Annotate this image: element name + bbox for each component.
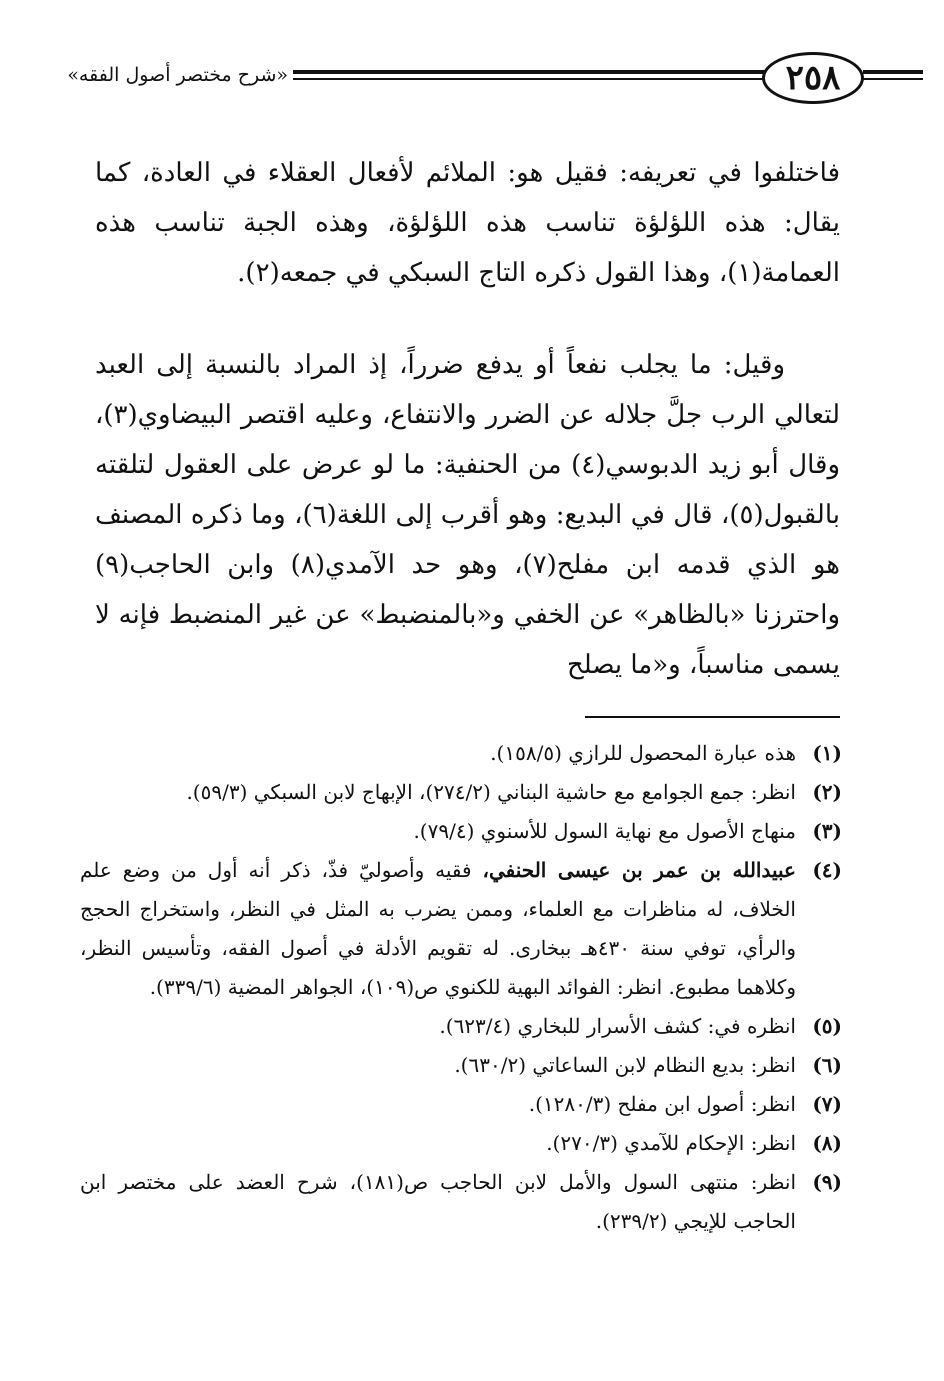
page-number: ٢٥٨ bbox=[762, 52, 864, 104]
footnote-body: انظر: بديع النظام لابن الساعاتي (٦٣٠/٢). bbox=[454, 1053, 796, 1077]
footnote-bold: عبيدالله بن عمر بن عيسى الحنفي، bbox=[482, 858, 796, 882]
footnote-text bbox=[80, 1163, 796, 1241]
footnote-text bbox=[80, 734, 796, 773]
footnote-number: (٥) bbox=[812, 1014, 842, 1038]
page-header bbox=[67, 52, 878, 108]
footnote bbox=[80, 734, 842, 773]
main-text bbox=[95, 148, 840, 690]
footnote-body: انظر: أصول ابن مفلح (١٢٨٠/٣). bbox=[528, 1092, 796, 1116]
footnote-body: هذه عبارة المحصول للرازي (١٥٨/٥). bbox=[490, 741, 796, 765]
header-rule bbox=[293, 70, 765, 80]
footnote bbox=[80, 1124, 842, 1163]
paragraph: فاختلفوا في تعريفه: فقيل هو: الملائم لأفعال العقلاء في العادة، كما يقال: هذه اللؤلؤة تناسب هذه اللؤلؤة، وهذه الجبة تناسب هذه العمامة(١)، وهذا القول ذكره التاج السبكي في جمعه(٢). bbox=[95, 158, 840, 288]
footnote-text bbox=[80, 1085, 796, 1124]
footnote-number: (١) bbox=[812, 741, 842, 765]
footnote-number: (٤) bbox=[812, 858, 842, 882]
footnote-text bbox=[80, 1124, 796, 1163]
footnote bbox=[80, 812, 842, 851]
footnote-number: (٢) bbox=[812, 780, 842, 804]
footnote-text bbox=[80, 851, 796, 1007]
footnote-number: (٦) bbox=[812, 1053, 842, 1077]
footnote-body: انظر: جمع الجوامع مع حاشية البناني (٢٧٤/٢)، الإبهاج لابن السبكي (٥٩/٣). bbox=[186, 780, 796, 804]
footnote-body: منهاج الأصول مع نهاية السول للأسنوي (٧٩/٤). bbox=[413, 819, 796, 843]
footnote-number: (٨) bbox=[812, 1131, 842, 1155]
footnote-text bbox=[80, 1046, 796, 1085]
footnotes bbox=[80, 734, 842, 1241]
footnote bbox=[80, 1163, 842, 1241]
footnote-body: انظره في: كشف الأسرار للبخاري (٦٢٣/٤). bbox=[439, 1014, 796, 1038]
footnote bbox=[80, 1007, 842, 1046]
footnote-number: (٣) bbox=[812, 819, 842, 843]
footnote-text bbox=[80, 1007, 796, 1046]
footnote bbox=[80, 1085, 842, 1124]
footnote-text bbox=[80, 773, 796, 812]
footnote-divider bbox=[585, 716, 840, 718]
paragraph: وقيل: ما يجلب نفعاً أو يدفع ضرراً، إذ المراد بالنسبة إلى العبد لتعالي الرب جلَّ جلاله عن الضرر والانتفاع، وعليه اقتصر البيضاوي(٣)، وقال أبو زيد الدبوسي(٤) من الحنفية: ما لو عرض على العقول لتلقته بالقبول(٥)، قال في البديع: وهو أقرب إلى اللغة(٦)، وما ذكره المصنف هو الذي قدمه ابن مفلح(٧)، وهو حد الآمدي(٨) وابن الحاجب(٩) واحترزنا «بالظاهر» عن الخفي و«بالمنضبط» عن غير المنضبط فإنه لا يسمى مناسباً، و«ما يصلح bbox=[95, 350, 841, 680]
footnote-number: (٩) bbox=[812, 1170, 842, 1194]
footnote-text bbox=[80, 812, 796, 851]
footnote-body: فقيه وأصوليّ فذّ، ذكر أنه أول من وضع علم الخلاف، له مناظرات مع العلماء، وممن يضرب به المثل في النظر، واستخراج الحجج والرأي، توفي سنة ٤٣٠هـ ببخارى. له تقويم الأدلة في أصول الفقه، وتأسيس النظر، وكلاهما مطبوع. انظر: الفوائد البهية للكنوي ص(١٠٩)، الجواهر المضية (٣٣٩/٦). bbox=[80, 858, 796, 999]
running-title: «شرح مختصر أصول الفقه» bbox=[67, 64, 288, 86]
footnote-body: انظر: الإحكام للآمدي (٢٧٠/٣). bbox=[546, 1131, 796, 1155]
footnote bbox=[80, 1046, 842, 1085]
footnote bbox=[80, 851, 842, 1007]
footnote-body: انظر: منتهى السول والأمل لابن الحاجب ص(١٨١)، شرح العضد على مختصر ابن الحاجب للإيجي (٢٣٩/٢). bbox=[80, 1170, 797, 1233]
footnote-number: (٧) bbox=[812, 1092, 842, 1116]
footnote bbox=[80, 773, 842, 812]
header-rule-right bbox=[863, 70, 923, 80]
